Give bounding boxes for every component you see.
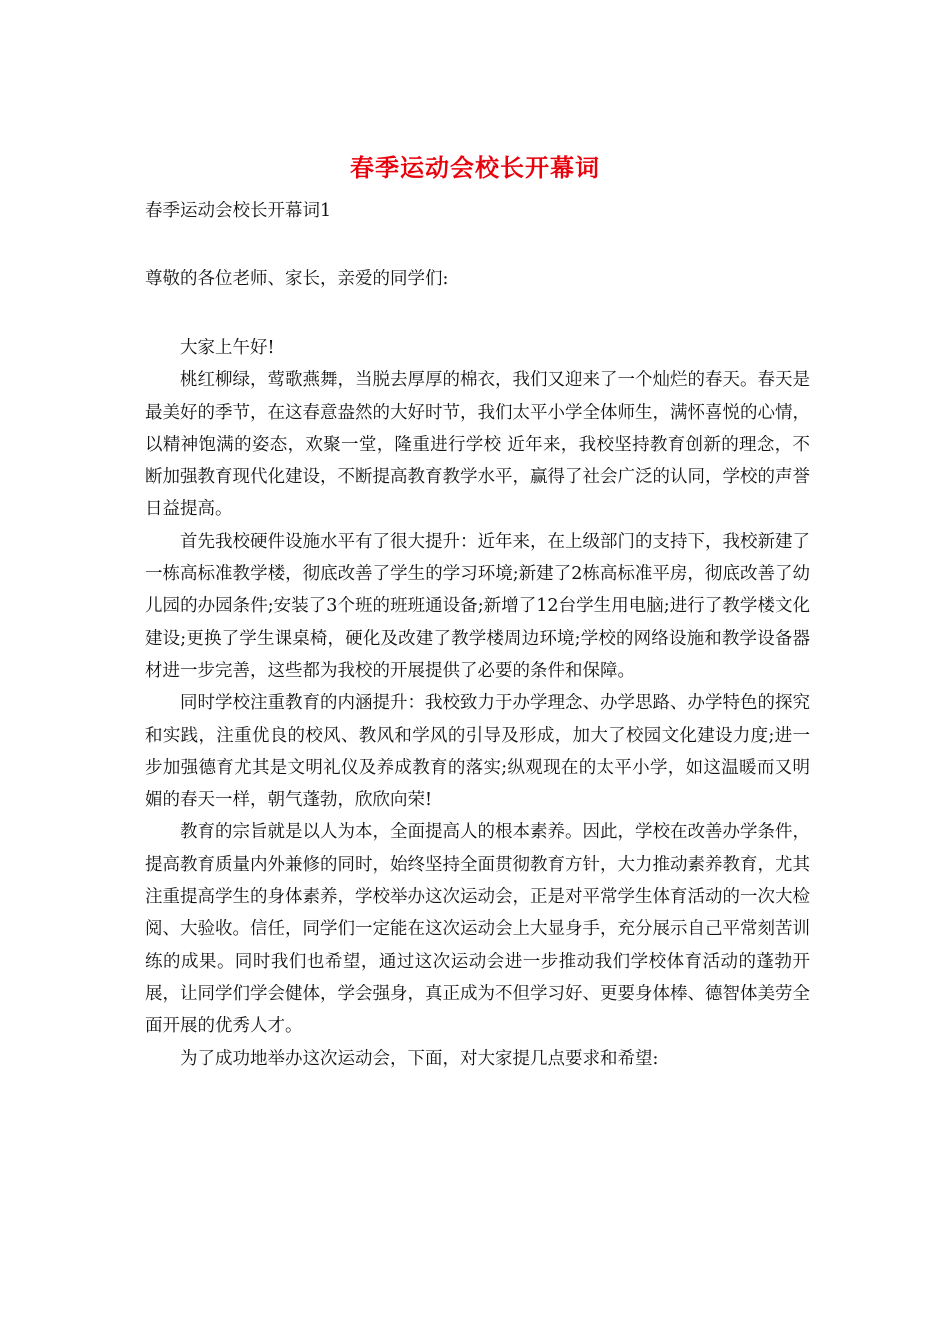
paragraph: 同时学校注重教育的内涵提升：我校致力于办学理念、办学思路、办学特色的探究和实践，注重优良的校风、教风和学风的引导及形成，加大了校园文化建设力度;进一步加强德育尤其是文明礼仪及养成教育的落实;纵观现在的太平小学，如这温暖而又明媚的春天一样，朝气蓬勃，欣欣向荣! bbox=[145, 693, 810, 811]
paragraph: 桃红柳绿，莺歌燕舞，当脱去厚厚的棉衣，我们又迎来了一个灿烂的春天。春天是最美好的季节，在这春意盎然的大好时节，我们太平小学全体师生，满怀喜悦的心情，以精神饱满的姿态，欢聚一堂，隆重进行学校 近年来，我校坚持教育创新的理念，不断加强教育现代化建设，不断提高教育教学水平，赢得了社会广泛的认同，学校的声誉日益提高。 bbox=[145, 370, 810, 520]
document-subtitle: 春季运动会校长开幕词1 bbox=[145, 201, 332, 221]
document-title: 春季运动会校长开幕词 bbox=[350, 153, 600, 182]
paragraph: 为了成功地举办这次运动会，下面，对大家提几点要求和希望: bbox=[180, 1048, 659, 1069]
salutation: 尊敬的各位老师、家长，亲爱的同学们: bbox=[145, 269, 449, 289]
paragraph: 教育的宗旨就是以人为本，全面提高人的根本素养。因此，学校在改善办学条件，提高教育质量内外兼修的同时，始终坚持全面贯彻教育方针，大力推动素养教育，尤其注重提高学生的身体素养，学校举办这次运动会，正是对平常学生体育活动的一次大检阅、大验收。信任，同学们一定能在这次运动会上大显身手，充分展示自己平常刻苦训练的成果。同时我们也希望，通过这次运动会进一步推动我们学校体育活动的蓬勃开展，让同学们学会健体，学会强身，真正成为不但学习好、更要身体棒、德智体美劳全面开展的优秀人才。 bbox=[145, 822, 810, 1037]
paragraph: 首先我校硬件设施水平有了很大提升：近年来，在上级部门的支持下，我校新建了一栋高标准教学楼，彻底改善了学生的学习环境;新建了2栋高标准平房，彻底改善了幼儿园的办园条件;安装了3个班的班班通设备;新增了12台学生用电脑;进行了教学楼文化建设;更换了学生课桌椅，硬化及改建了教学楼周边环境;学校的网络设施和教学设备器材进一步完善，这些都为我校的开展提供了必要的条件和保障。 bbox=[145, 531, 810, 681]
paragraph-greeting: 大家上午好! bbox=[180, 338, 275, 358]
body-text bbox=[145, 332, 810, 1075]
